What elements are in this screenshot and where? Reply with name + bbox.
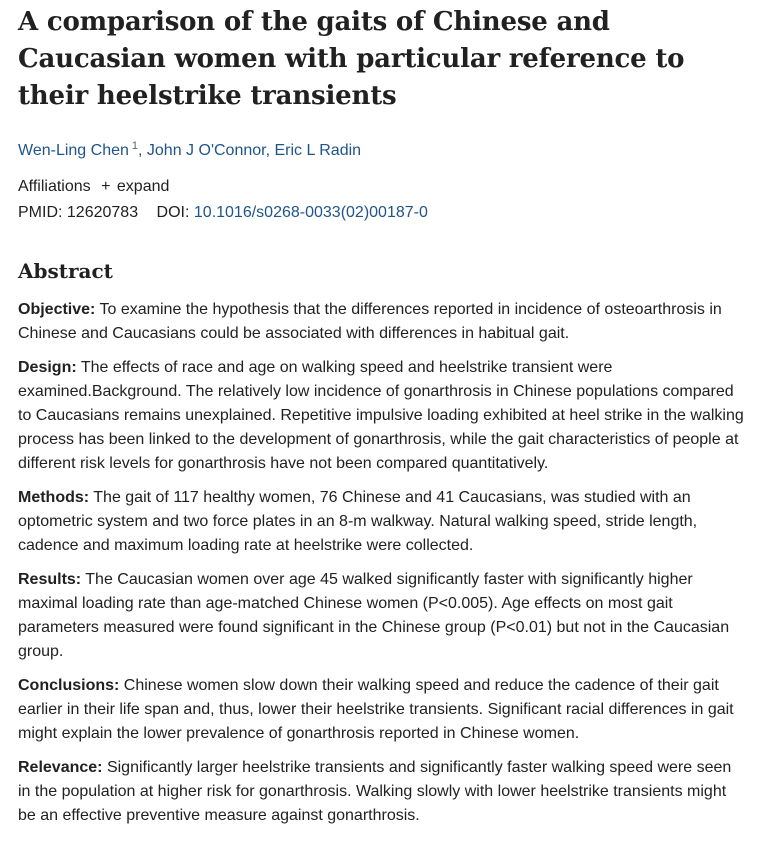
abstract-methods xyxy=(18,486,748,558)
author-link[interactable]: Wen-Ling Chen xyxy=(18,142,129,159)
section-label: Relevance: xyxy=(18,759,103,776)
pmid-label: PMID: xyxy=(18,204,63,221)
abstract-design xyxy=(18,356,748,476)
pmid-value: 12620783 xyxy=(66,204,139,221)
section-text: Chinese women slow down their walking speed and reduce the cadence of their gait earlier in their life span and, thus, lower their heelstrike transients. Significant racial differences in gait might explain the lower prevalence of gonarthrosis reported in Chinese women. xyxy=(18,677,734,742)
abstract-objective xyxy=(18,298,748,346)
abstract-relevance xyxy=(18,756,748,828)
doi-label: DOI: xyxy=(156,204,190,221)
affiliation-ref[interactable]: 1 xyxy=(131,140,139,152)
section-label: Design: xyxy=(18,359,77,376)
section-text: The effects of race and age on walking speed and heelstrike transient were examined.Background. The relatively low incidence of gonarthrosis in Chinese populations compared to Caucasians remains unexplained. Repetitive impulsive loading exhibited at heel strike in the walking process has been linked to the development of gonarthrosis, while the gait characteristics of people at different risk levels for gonarthrosis have not been compared quantitatively. xyxy=(18,359,744,472)
identifiers-row xyxy=(18,202,748,224)
article-title: A comparison of the gaits of Chinese and Caucasian women with particular reference to their heelstrike transients xyxy=(18,7,685,111)
author-link[interactable]: Eric L Radin xyxy=(274,142,362,159)
section-text: The gait of 117 healthy women, 76 Chinese and 41 Caucasians, was studied with an optometric system and two force plates in an 8-m walkway. Natural walking speed, stride length, cadence and maximum loading rate at heelstrike were collected. xyxy=(18,489,698,554)
expand-affiliations-button[interactable] xyxy=(101,178,169,195)
section-text: To examine the hypothesis that the differences reported in incidence of osteoarthrosis in Chinese and Caucasians could be associated with differences in habitual gait. xyxy=(18,301,722,342)
section-text: The Caucasian women over age 45 walked significantly faster with significantly higher maximal loading rate than age-matched Chinese women (P<0.005). Age effects on most gait parameters measured were found significant in the Chinese group (P<0.01) but not in the Caucasian group. xyxy=(18,571,730,660)
section-label: Methods: xyxy=(18,489,90,506)
affiliations-row xyxy=(18,176,748,198)
author-separator: , xyxy=(138,142,147,159)
section-text: Significantly larger heelstrike transients and significantly faster walking speed were seen in the population at higher risk for gonarthrosis. Walking slowly with lower heelstrike transients might be an effective preventive measure against gonarthrosis. xyxy=(18,759,732,824)
section-label: Results: xyxy=(18,571,82,588)
authors-list xyxy=(18,135,748,162)
author-separator: , xyxy=(265,142,275,159)
abstract-conclusions xyxy=(18,674,748,746)
section-label: Conclusions: xyxy=(18,677,120,694)
affiliations-label: Affiliations xyxy=(18,178,91,195)
section-label: Objective: xyxy=(18,301,96,318)
article-header xyxy=(18,0,748,828)
doi-link[interactable]: 10.1016/s0268-0033(02)00187-0 xyxy=(193,204,428,221)
expand-label: expand xyxy=(116,178,170,195)
author-link[interactable]: John J O'Connor xyxy=(146,142,266,159)
abstract-results xyxy=(18,568,748,664)
plus-icon: + xyxy=(101,178,111,195)
abstract-body xyxy=(18,298,748,828)
abstract-heading: Abstract xyxy=(18,259,113,283)
